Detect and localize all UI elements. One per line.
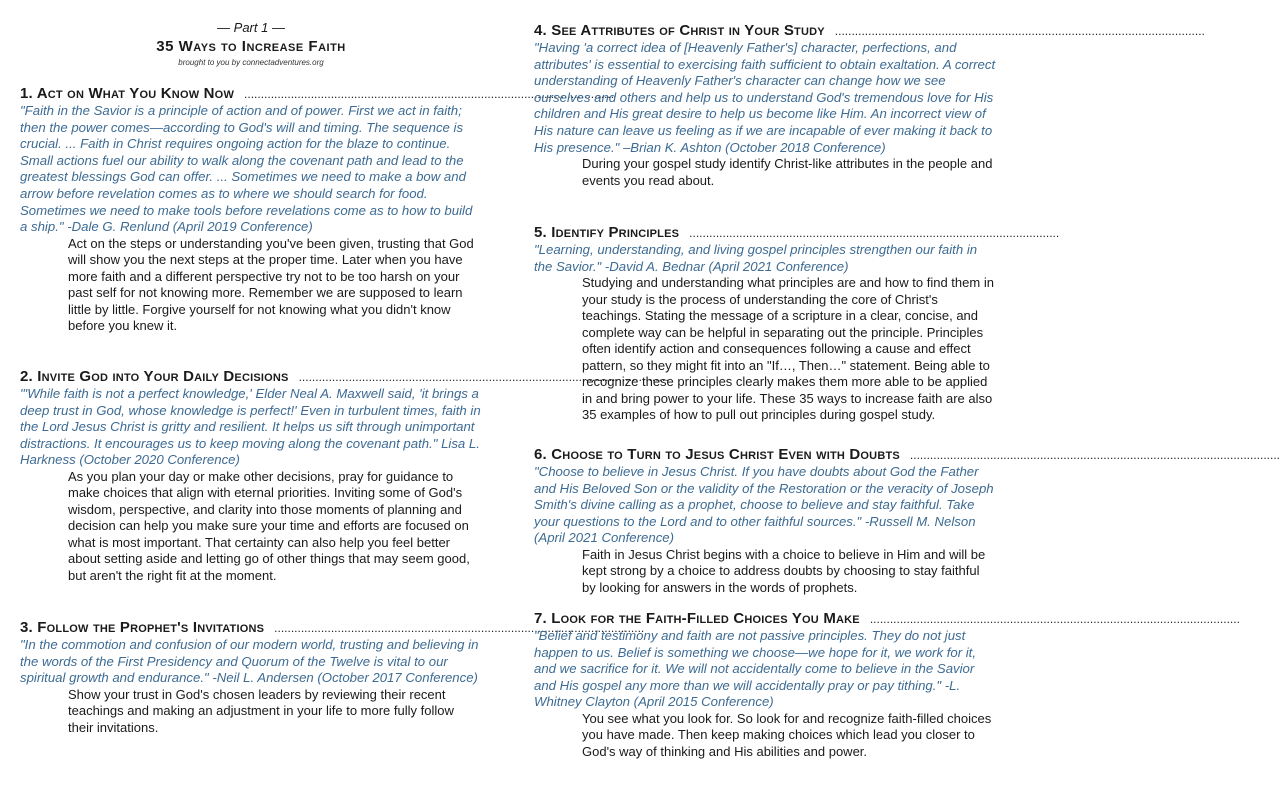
page-header [20,20,482,68]
dot-leader: ............................................................................................................... [834,24,1205,38]
section-quote: "Faith in the Savior is a principle of action and of power. First we act in faith; then the power comes—according to God's will and timing. The sequence is crucial. ... Faith in Christ requires ongoing action for the blaze to continue. Small actions fuel our ability to walk along the covenant path and lead to the greatest blessings God can offer. ... Sometimes we need to make a bow and arrow before revelation comes as to where we should search for food. Sometimes we need to make tools before revelations come as to how to build a ship." -Dale G. Renlund (April 2019 Conference) [20,103,473,235]
section-body: Studying and understanding what principles are and how to find them in your study is the process of understanding the core of Christ's teachings. Stating the message of a scripture in a clear, concise, and complete way can be helpful in separating out the principle. Principles often identify action and consequences following a cause and effect pattern, so they might fit into an "If…, Then…" statement. Being able to recognize these principles clearly makes them more able to be applied in and bring power to your life. These 35 ways to increase faith are also 35 examples of how to pull out principles during gospel study. [582,275,994,423]
section-5 [534,224,1060,424]
section-body: You see what you look for. So look for and recognize faith-filled choices you have made. Then keep making choices which lead you closer to God's way of thinking and His abilities and power. [582,710,992,759]
section-heading: 2. Invite God into Your Daily Decisions ............................................................................................................... [20,368,669,385]
dot-leader: ............................................................................................................... [274,621,645,635]
page-title: 35 Ways to Increase Faith [156,38,346,55]
byline: brought to you by connectadventures.org [178,58,324,67]
section-quote: "Choose to believe in Jesus Christ. If you have doubts about God the Father and His Beloved Son or the validity of the Restoration or the veracity of Joseph Smith's divine calling as a prophet, choose to believe and stay faithful. Take your questions to the Lord and to other faithful sources." -Russell M. Nelson (April 2021 Conference) [534,464,994,546]
section-quote: "Having 'a correct idea of [Heavenly Father's] character, perfections, and attributes' is essential to exercising faith sufficient to obtain exaltation. A correct understanding of Heavenly Father's character can change how we see ourselves and others and help us to understand God's tremendous love for His children and His great desire to help us become like Him. An incorrect view of His nature can leave us feeling as if we are incapable of ever making it back to His presence." –Brian K. Ashton (October 2018 Conference) [534,40,996,155]
dot-leader: ............................................................................................................... [244,87,615,101]
section-quote: "'While faith is not a perfect knowledge,' Elder Neal A. Maxwell said, 'it brings a deep trust in God, whose knowledge is perfect!' Even in turbulent times, faith in the Lord Jesus Christ is gritty and resilient. It helps us sift through unimportant distractions. It encourages us to keep moving along the covenant path." Lisa L. Harkness (October 2020 Conference) [20,386,481,468]
section-quote: "In the commotion and confusion of our modern world, trusting and believing in the words of the First Presidency and Quorum of the Twelve is vital to our spiritual growth and endurance." -Neil L. Andersen (October 2017 Conference) [20,637,479,686]
section-heading: 7. Look for the Faith-Filled Choices You Make ............................................................................................................... [534,610,1240,627]
dot-leader: ............................................................................................................... [298,370,669,384]
section-7 [534,610,1240,760]
section-heading: 1. Act on What You Know Now ............................................................................................................... [20,85,615,102]
section-2 [20,368,669,584]
section-body: Faith in Jesus Christ begins with a choice to believe in Him and will be kept strong by a choice to address doubts by choosing to stay faithful by looking for answers in the words of prophets. [582,546,986,595]
section-3 [20,619,645,736]
section-heading: 6. Choose to Turn to Jesus Christ Even with Doubts ............................................................................................................... [534,446,1280,463]
dot-leader: ............................................................................................................... [689,226,1060,240]
section-body: Act on the steps or understanding you've been given, trusting that God will show you the next steps at the proper time. Later when you have more faith and a different perspective try not to be too harsh on your past self for not knowing more. Remember we are supposed to learn little by little. Forgive yourself for not knowing what you didn't know before you knew it. [68,235,474,334]
section-heading: 3. Follow the Prophet's Invitations ............................................................................................................... [20,619,645,636]
section-1 [20,85,615,335]
left-column [20,0,669,735]
section-quote: "Learning, understanding, and living gospel principles strengthen our faith in the Savior." -David A. Bednar (April 2021 Conference) [534,242,978,274]
section-heading: 5. Identify Principles ............................................................................................................... [534,224,1060,241]
section-heading: 4. See Attributes of Christ in Your Study ............................................................................................................... [534,22,1205,39]
dot-leader: ............................................................................................................... [909,448,1280,462]
dot-leader: ............................................................................................................... [869,612,1240,626]
section-4 [534,22,1205,189]
section-body: Show your trust in God's chosen leaders by reviewing their recent teachings and making an adjustment in your life to more fully follow their invitations. [68,686,454,735]
section-6 [534,446,1280,596]
section-quote: "Belief and testimony and faith are not passive principles. They do not just happen to us. Belief is something we choose—we hope for it, we work for it, and we sacrifice for it. We will not accidentally come to believe in the Savior and His gospel any more than we will accidentally pray or pay tithing." -L. Whitney Clayton (April 2015 Conference) [534,628,977,710]
part-label: — Part 1 — [217,20,285,35]
section-body: As you plan your day or make other decisions, pray for guidance to make choices that align with eternal priorities. Inviting some of God's wisdom, perspective, and clarity into those moments of planning and decision can help you make sure your time and efforts are focused on what is most important. That certainty can also help you feel better about setting aside and letting go of other things that may seem good, but aren't the right fit at the moment. [68,468,470,583]
section-body: During your gospel study identify Christ-like attributes in the people and events you read about. [582,156,993,188]
